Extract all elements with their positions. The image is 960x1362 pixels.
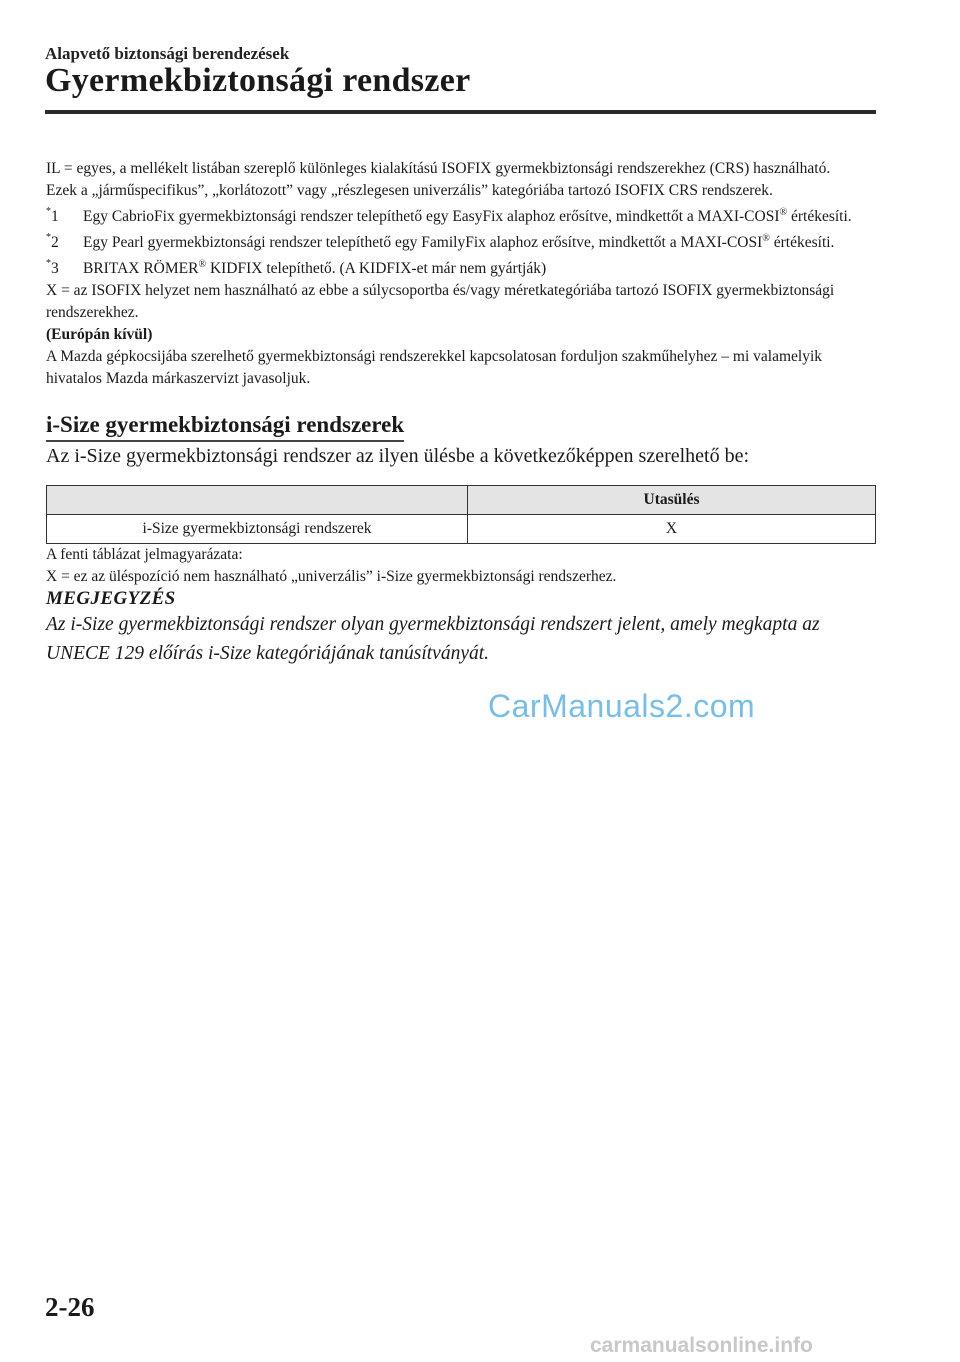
footnote-2 (46, 228, 876, 254)
footnote-text: Egy CabrioFix gyermekbiztonsági rendszer telepíthető egy EasyFix alaphoz erősítve, mindkettőt a MAXI-COSI® értékesíti. (83, 207, 852, 226)
table-cell-label: i-Size gyermekbiztonsági rendszerek (47, 515, 468, 544)
page-number: 2-26 (45, 1292, 95, 1322)
registered-mark: ® (779, 207, 788, 218)
footnote-number: *3 (46, 258, 59, 278)
section-heading-isize: i-Size gyermekbiztonsági rendszerek (46, 414, 404, 442)
page-title: Gyermekbiztonsági rendszer (45, 62, 471, 99)
paragraph-mazda-service: A Mazda gépkocsijába szerelhető gyermekbiztonsági rendszerekkel kapcsolatosan forduljon szakműhelyhez – mi valamelyik hivatalos Mazda márkaszervizt javasoljuk. (46, 348, 823, 388)
footer-watermark: carmanualsonline.info (590, 1334, 813, 1357)
page-content (46, 158, 876, 668)
table-cell-value: X (468, 515, 876, 544)
paragraph-categories: Ezek a „járműspecifikus”, „korlátozott” vagy „részlegesen univerzális” kategóriába tartozó ISOFIX CRS rendszerek. (46, 182, 773, 199)
note-title: MEGJEGYZÉS (46, 588, 176, 610)
registered-mark: ® (198, 259, 207, 271)
isize-table (46, 485, 876, 544)
table-header-row (47, 486, 876, 515)
isize-intro: Az i-Size gyermekbiztonsági rendszer az ilyen ülésbe a következőképpen szerelhető be: (46, 445, 750, 468)
watermark: CarManuals2.com (488, 688, 756, 724)
table-header-empty (47, 486, 468, 515)
breadcrumb: Alapvető biztonsági berendezések (45, 44, 290, 63)
footnote-number: *2 (46, 232, 59, 252)
paragraph-x-definition: X = az ISOFIX helyzet nem használható az ebbe a súlycsoportba és/vagy méretkategóriába tartozó ISOFIX gyermekbiztonsági rendszerekhez. (46, 282, 835, 322)
table-header-passenger-seat: Utasülés (468, 486, 876, 515)
paragraph-il: IL = egyes, a mellékelt listában szereplő különleges kialakítású ISOFIX gyermekbiztonsági rendszerekhez (CRS) használható. (46, 160, 831, 177)
footnote-3 (46, 254, 876, 280)
outside-europe-heading: (Európán kívül) (46, 326, 153, 344)
registered-mark: ® (762, 233, 770, 245)
footnote-number: *1 (46, 206, 59, 226)
legend-title: A fenti táblázat jelmagyarázata: (46, 546, 243, 564)
note-text: Az i-Size gyermekbiztonsági rendszer olyan gyermekbiztonsági rendszert jelent, amely megkapta az UNECE 129 előírás i-Size kategóriájának tanúsítványát. (46, 614, 820, 665)
table-row (47, 515, 876, 544)
footnote-text: Egy Pearl gyermekbiztonsági rendszer telepíthető egy FamilyFix alaphoz erősítve, mindkettőt a MAXI-COSI® értékesíti. (83, 233, 835, 252)
legend-text: X = ez az üléspozíció nem használható „univerzális” i-Size gyermekbiztonsági rendszerhez. (46, 568, 617, 586)
footnote-1 (46, 202, 876, 228)
footnote-text: BRITAX RÖMER® KIDFIX telepíthető. (A KIDFIX-et már nem gyártják) (83, 259, 547, 278)
title-divider (45, 110, 876, 114)
